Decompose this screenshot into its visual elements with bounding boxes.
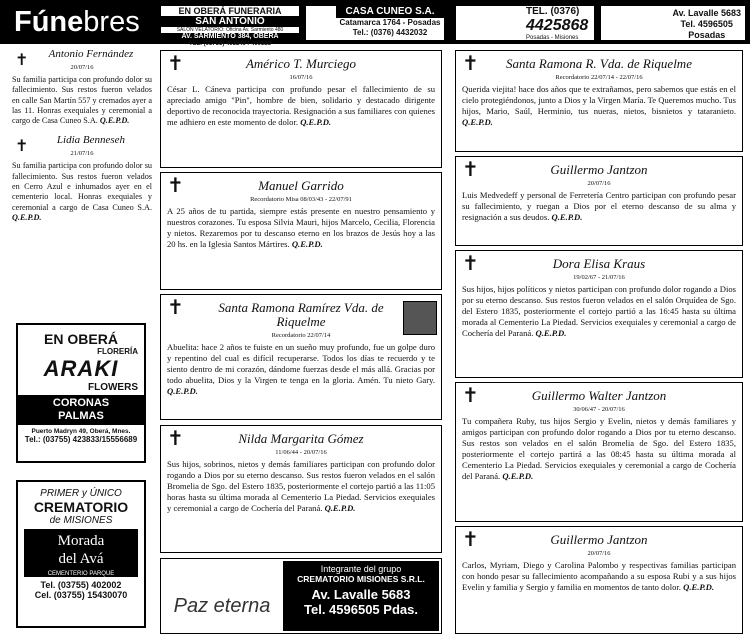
- cross-icon: ✝: [167, 297, 184, 319]
- notice-box: ✝ Nilda Margarita Gómez 11/06/44 - 20/07/16 Sus hijos, sobrinos, nietos y demás familiares participan con profundo dolor rogando a Dios por su eterno descanso. Sus restos fueron velados en el salón Bromelia de Sgo. del Estero 1835, posteriormente el cortejo partió a las 11:05 horas hasta su última morada al Cementerio La Piedad. Servicios exequiales y ceremonial a cargo de Cochería del Paraná. Q.E.P.D.: [160, 425, 442, 553]
- ad-paz-eterna: Av. Lavalle 5683 Tel. 4596505 Posadas: [600, 5, 746, 41]
- cross-icon: ✝: [462, 385, 479, 407]
- header-bar: [0, 0, 750, 47]
- cross-icon: ✝: [167, 428, 184, 450]
- notice-box: ✝ Guillermo Jantzon 20/07/16 Luis Medvedeff y personal de Ferretería Centro participan con profundo pesar su fallecimiento, y ruegan a Dios por el eterno descanso de su alma y resignación a sus deudos. Q.E.P.D.: [455, 156, 743, 246]
- deceased-photo: [403, 301, 437, 335]
- ad-paz-eterna-bottom: Paz eterna Integrante del grupo CREMATORIO MISIONES S.R.L. Av. Lavalle 5683 Tel. 4596505 Pdas.: [160, 558, 442, 634]
- cross-icon: ✝: [462, 53, 479, 75]
- cross-icon: ✝: [462, 529, 479, 551]
- notice-box: ✝ Guillermo Jantzon 20/07/16 Carlos, Myriam, Diego y Carolina Palombo y respectivas familias participan con hondo pesar su fallecimiento acompañando a su esposa Rubi y a sus hijos Evelin y familia y Sergio y familia en momentos de tanto dolor. Q.E.P.D.: [455, 526, 743, 634]
- notice-small: ✝ Antonio Fernández 20/07/16 Su familia participa con profundo dolor su fallecimiento. Sus restos fueron velados en calle San Martín 557 y cremados ayer a las 11. Honras exequiales y ceremonial a cargo de Casa Cuneo S.A. Q.E.P.D.: [12, 48, 152, 126]
- ad-casa-cuneo: CASA CUNEO S.A. Catamarca 1764 - Posadas Tel.: (0376) 4432032: [305, 5, 445, 41]
- ad-crematorio: PRIMER y ÚNICO CREMATORIO de MISIONES Morada del Avá CEMENTERIO PARQUE Tel. (03755) 402002 Cel. (03755) 15430070: [16, 480, 146, 628]
- cross-icon: ✝: [462, 159, 479, 181]
- paz-eterna-logo: Paz eterna: [173, 595, 271, 617]
- ad-san-antonio: EN OBERÁ FUNERARIA SAN ANTONIO SALON VELATORIO: Oficina Av. Sarmiento 480 AV. SARMIENTO 384, OBERÁ TEL. (03755) 403249 / 409328: [160, 5, 300, 41]
- left-column: [12, 48, 152, 231]
- ad-araki: EN OBERÁ FLORERÍA ARAKI FLOWERS CORONAS PALMAS Puerto Madryn 49, Oberá, Mnes. Tel.: (03755) 423833/15556689: [16, 323, 146, 463]
- notice-box: ✝ Dora Elisa Kraus 19/02/67 - 21/07/16 Sus hijos, hijos políticos y nietos participan con profundo dolor rogando a Dios por su eterno descanso. Sus restos fueron velados en el salón Orquídea de Sgo. del Estero 1835, posteriormente el cortejo partió a las 16:45 hasta su última morada al Cementerio La Piedad. Servicios exequiales y ceremonial a cargo de Cochería del Paraná. Q.E.P.D.: [455, 250, 743, 378]
- section-title: Fúnebres: [14, 6, 140, 38]
- notice-box: ✝ Santa Ramona Ramírez Vda. de Riquelme Recordatorio 22/07/14 Abuelita: hace 2 años te fuiste en un sueño muy profundo, fue un golpe duro y repentino del cual es difícil recuperarse. Todos los días te recuerdo y te siento dentro de mi corazón, dándome fuerzas desde el más allá. Gracias por todo abuelita, Dios y la Virgen te tenga en la gloria. Amén. Tu nieto Gary. Q.E.P.D.: [160, 294, 442, 420]
- ad-cocheria-parana: TEL. (0376) 4425868 Posadas - Misiones: [455, 5, 595, 41]
- cross-icon: ✝: [15, 52, 29, 69]
- notice-box: ✝ Américo T. Murciego 16/07/16 César L. Cáneva participa con profundo pesar el fallecimiento de su apreciado amigo "Pin", hombre de bien, solidario y destacado dirigente deportivo de reconocida trayectoria. Resignación a sus familiares con quienes me adhiero en este momento de dolor. Q.E.P.D.: [160, 50, 442, 168]
- notice-box: ✝ Santa Ramona R. Vda. de Riquelme Recordatorio 22/07/14 - 22/07/16 Querida viejita! hace dos años que te extrañamos, pero sabemos que estás en el cielo protegiéndonos, junto a Dios y la Virgen María. Te Queremos mucho. Tus hijos, Mario, Saúl, Herminio, tus nueras, nietos, bisnietos y tataranieto. Q.E.P.D.: [455, 50, 743, 152]
- notice-small: ✝ Lidia Benneseh 21/07/16 Su familia participa con profundo dolor su fallecimiento. Sus restos fueron velados en Cerro Azul e inhumados ayer en el cementerio local. Honras exequiales y ceremonial a cargo de Casa Cuneo S.A. Q.E.P.D.: [12, 134, 152, 222]
- cross-icon: ✝: [167, 175, 184, 197]
- cross-icon: ✝: [462, 253, 479, 275]
- notice-box: ✝ Guillermo Walter Jantzon 30/06/47 - 20/07/16 Tu compañera Ruby, tus hijos Sergio y Evelin, nietos y demás familiares y amigos participan con profundo dolor rogando a Dios por tu eterno descanso. Sus restos son velados en el salón Bromelia de Sgo. del Estero 1835, posteriormente el cortejo partirá a las 08:45 hasta su última morada al Cementerio La Piedad. Servicios exequiales y ceremonial a cargo de Cochería del Paraná. Q.E.P.D.: [455, 382, 743, 522]
- cross-icon: ✝: [167, 53, 184, 75]
- notice-box: ✝ Manuel Garrido Recordatorio Misa 08/03/43 - 22/07/91 A 25 años de tu partida, siempre estás presente en nuestro pensamiento y nuestros corazones. Tu esposa Silvia Mauri, hijos Marcelo, Cecilia, Florencia y nietos. Rezaremos por tu descanso eterno en los brazos de Jesús hoy a las 20 hs. en la Iglesia Santos Mártires. Q.E.P.D.: [160, 172, 442, 290]
- cross-icon: ✝: [15, 138, 29, 156]
